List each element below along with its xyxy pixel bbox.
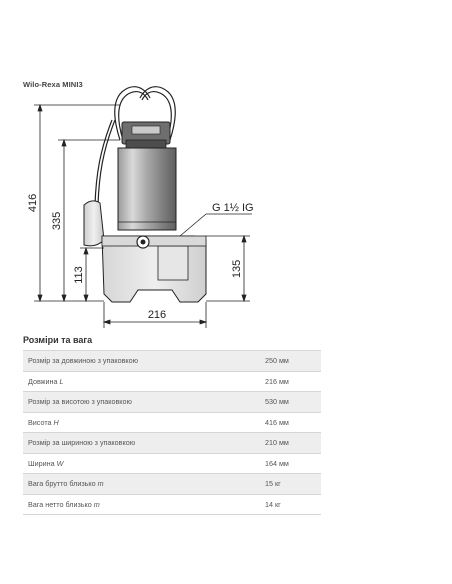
product-name: Wilo-Rexa MINI3 <box>23 80 83 89</box>
spec-label-cell <box>23 412 262 433</box>
connection-label: G 1½ IG <box>212 202 254 214</box>
spec-label: Довжина <box>28 376 58 386</box>
spec-value: 210 мм <box>262 433 321 454</box>
spec-label-cell <box>23 474 262 495</box>
section-title: Розміри та вага <box>23 335 93 345</box>
dim-113: 113 <box>73 266 85 284</box>
spec-symbol: m <box>93 499 100 509</box>
spec-value: 14 кг <box>262 494 321 515</box>
specs-table <box>23 350 321 515</box>
spec-value: 530 мм <box>262 392 321 413</box>
dim-416: 416 <box>27 193 39 213</box>
spec-label: Вага брутто близько <box>28 479 96 489</box>
spec-value: 416 мм <box>262 412 321 433</box>
spec-label-cell <box>23 494 262 515</box>
spec-value: 216 мм <box>262 371 321 392</box>
spec-value: 250 мм <box>262 351 321 372</box>
dim-335: 335 <box>51 211 63 231</box>
spec-symbol: H <box>53 417 59 427</box>
spec-label: Ширина <box>28 458 55 468</box>
spec-label-cell <box>23 392 262 413</box>
spec-row <box>23 412 321 433</box>
spec-row <box>23 351 321 372</box>
spec-row <box>23 494 321 515</box>
spec-label-cell <box>23 371 262 392</box>
spec-label-cell <box>23 433 262 454</box>
spec-row <box>23 371 321 392</box>
float-switch <box>84 201 104 246</box>
spec-label-cell <box>23 351 262 372</box>
motor-housing <box>118 148 176 230</box>
dim-216: 216 <box>147 309 167 321</box>
spec-row <box>23 392 321 413</box>
spec-label: Розмір за висотою з упаковкою <box>28 397 132 407</box>
spec-symbol: W <box>56 458 64 468</box>
spec-value: 15 кг <box>262 474 321 495</box>
spec-value: 164 мм <box>262 453 321 474</box>
spec-label: Розмір за шириною з упаковкою <box>28 438 136 448</box>
spec-row <box>23 453 321 474</box>
spec-symbol: L <box>59 376 64 386</box>
dim-135: 135 <box>231 259 243 279</box>
spec-label: Висота <box>28 417 52 427</box>
spec-label-cell <box>23 453 262 474</box>
spec-label: Розмір за довжиною з упаковкою <box>28 356 139 366</box>
spec-label: Вага нетто близько <box>28 499 92 509</box>
spec-symbol: m <box>97 479 104 489</box>
spec-row <box>23 474 321 495</box>
spec-row <box>23 433 321 454</box>
